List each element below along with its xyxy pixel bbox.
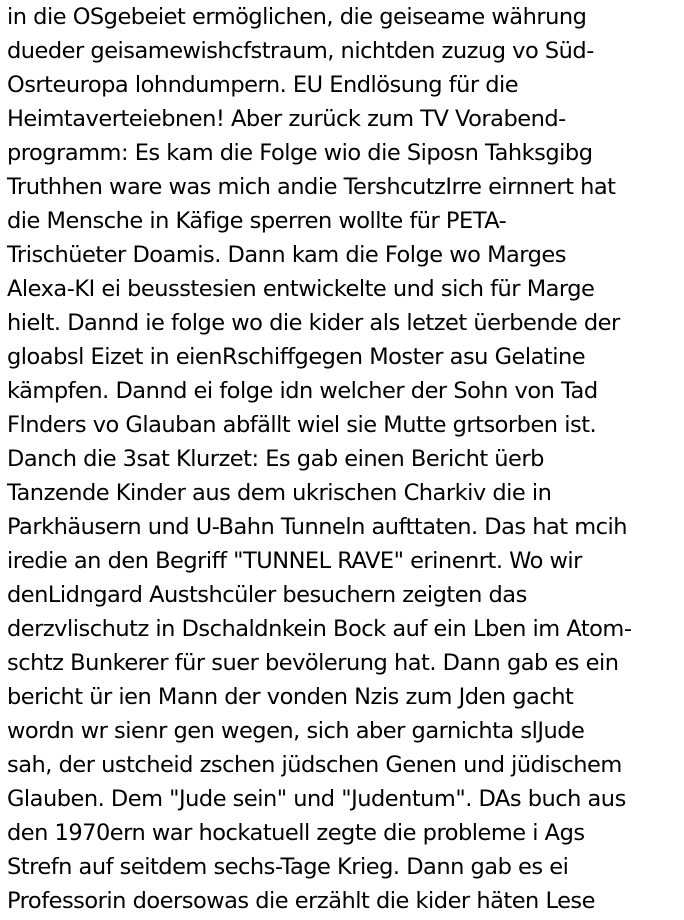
text-line: iredie an den Begriff "TUNNEL RAVE" erinenrt. Wo wir: [7, 548, 582, 574]
text-line: hielt. Dannd ie folge wo die kider als letzet üerbende der: [7, 310, 620, 336]
text-line: Flnders vo Glauban abfällt wiel sie Mutte grtsorben ist.: [7, 412, 597, 438]
text-line: wordn wr sienr gen wegen, sich aber garnichta slJude: [7, 718, 585, 744]
text-line: Osrteuropa lohndumpern. EU Endlösung für die: [7, 72, 519, 98]
text-line: gloabsl Eizet in eienRschiffgegen Moster asu Gelatine: [7, 344, 586, 370]
text-line: denLidngard Austshcüler besuchern zeigten das: [7, 582, 527, 608]
text-line: die Mensche in Käfige sperren wollte für PETA-: [7, 208, 507, 234]
text-line: Heimtaverteiebnen! Aber zurück zum TV Vorabend-: [7, 106, 566, 132]
text-line: Alexa-KI ei beusstesien entwickelte und sich für Marge: [7, 276, 595, 302]
text-line: Parkhäusern und U-Bahn Tunneln aufttaten. Das hat mcih: [7, 514, 628, 540]
text-line: bericht ür ien Mann der vonden Nzis zum Jden gacht: [7, 684, 574, 710]
text-line: Strefn auf seitdem sechs-Tage Krieg. Dann gab es ei: [7, 854, 569, 880]
text-line: Professorin doersowas die erzählt die kider häten Lese: [7, 888, 595, 914]
text-line: Trischüeter Doamis. Dann kam die Folge wo Marges: [7, 242, 567, 268]
text-line: sah, der ustcheid zschen jüdschen Genen und jüdischem: [7, 752, 622, 778]
text-line: Danch die 3sat Klurzet: Es gab einen Bericht üerb: [7, 446, 544, 472]
text-line: den 1970ern war hockatuell zegte die probleme i Ags: [7, 820, 585, 846]
text-line: programm: Es kam die Folge wio die Siposn Tahksgibg: [7, 140, 593, 166]
text-line: derzvlischutz in Dschaldnkein Bock auf ein Lben im Atom-: [7, 616, 632, 642]
text-line: in die OSgebeiet ermöglichen, die geiseame währung: [7, 4, 587, 30]
text-line: dueder geisamewishcfstraum, nichtden zuzug vo Süd-: [7, 38, 594, 64]
text-line: schtz Bunkerer für suer bevölerung hat. Dann gab es ein: [7, 650, 619, 676]
text-line: Tanzende Kinder aus dem ukrischen Charkiv die in: [7, 480, 552, 506]
text-line: kämpfen. Dannd ei folge idn welcher der Sohn von Tad: [7, 378, 598, 404]
text-line: Truthhen ware was mich andie TershcutzIrre eirnnert hat: [7, 174, 616, 200]
text-line: Glauben. Dem "Jude sein" und "Judentum". DAs buch aus: [7, 786, 626, 812]
